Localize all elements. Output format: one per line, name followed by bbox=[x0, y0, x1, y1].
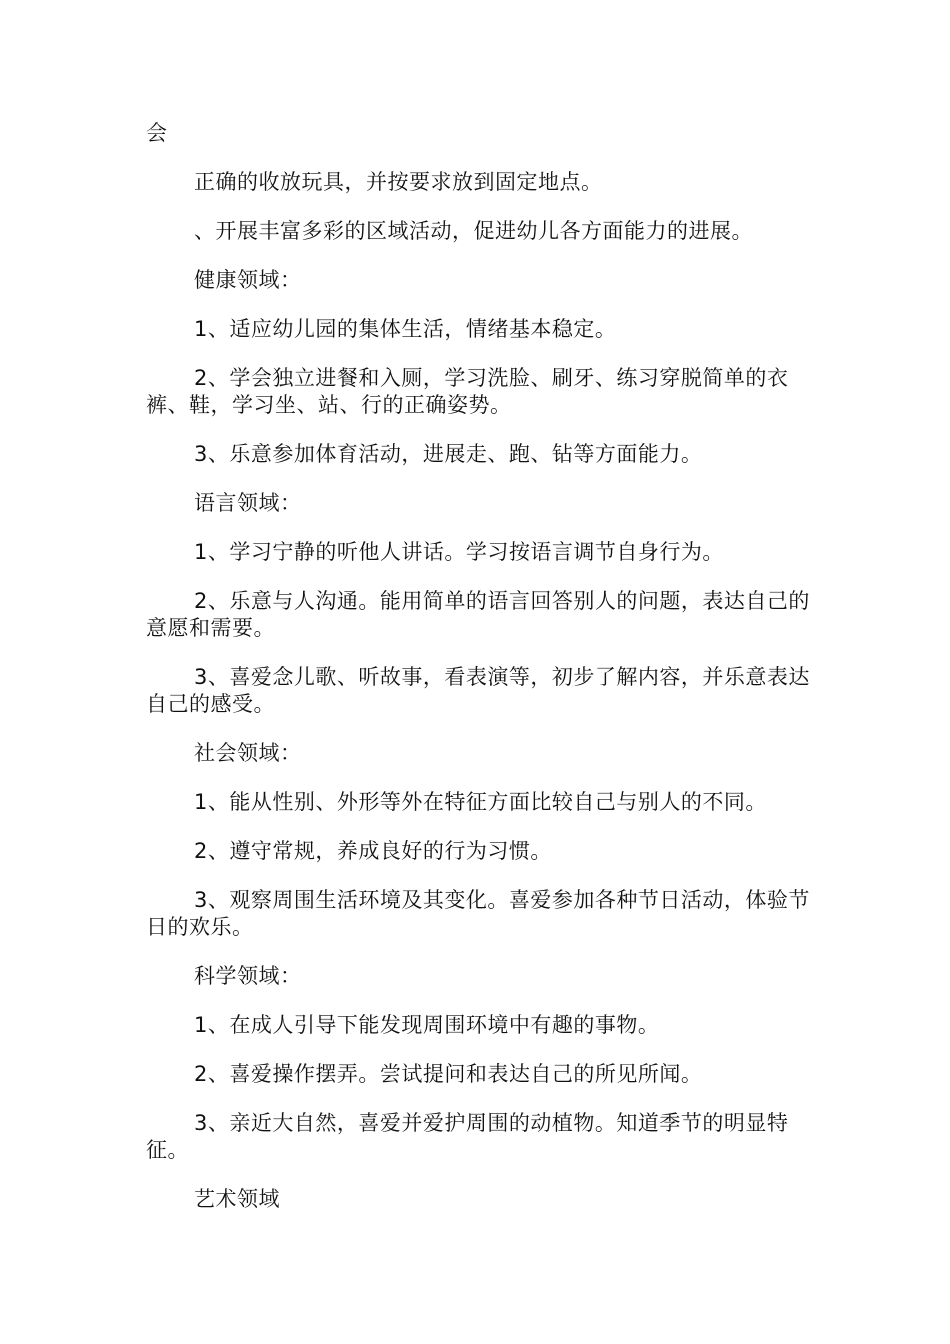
science-item-1: 1、在成人引导下能发现周围环境中有趣的事物。 bbox=[194, 1013, 660, 1037]
paragraph-toy-tidying: 正确的收放玩具，并按要求放到固定地点。 bbox=[194, 170, 603, 194]
language-item-1: 1、学习宁静的听他人讲话。学习按语言调节自身行为。 bbox=[194, 540, 724, 564]
social-item-1: 1、能从性别、外形等外在特征方面比较自己与别人的不同。 bbox=[194, 790, 767, 814]
heading-health-domain: 健康领域： bbox=[194, 268, 302, 292]
health-item-1: 1、适应幼儿园的集体生活，情绪基本稳定。 bbox=[194, 317, 617, 341]
paragraph-continuation: 会 bbox=[146, 121, 168, 145]
language-item-2: 2、乐意与人沟通。能用简单的语言回答别人的问题，表达自己的意愿和需要。 bbox=[146, 589, 810, 640]
heading-science-domain: 科学领域： bbox=[194, 964, 302, 988]
health-item-3: 3、乐意参加体育活动，进展走、跑、钻等方面能力。 bbox=[194, 442, 703, 466]
paragraph-area-activities: 、开展丰富多彩的区域活动，促进幼儿各方面能力的进展。 bbox=[194, 219, 753, 243]
social-item-2: 2、遵守常规，养成良好的行为习惯。 bbox=[194, 839, 552, 863]
health-item-2: 2、学会独立进餐和入厕，学习洗脸、刷牙、练习穿脱简单的衣裤、鞋，学习坐、站、行的正确姿势。 bbox=[146, 366, 789, 417]
document-body bbox=[146, 120, 810, 1235]
heading-language-domain: 语言领域： bbox=[194, 491, 302, 515]
heading-social-domain: 社会领域： bbox=[194, 741, 302, 765]
science-item-2: 2、喜爱操作摆弄。尝试提问和表达自己的所见所闻。 bbox=[194, 1062, 703, 1086]
social-item-3: 3、观察周围生活环境及其变化。喜爱参加各种节日活动，体验节日的欢乐。 bbox=[146, 888, 810, 939]
heading-art-domain: 艺术领域 bbox=[194, 1187, 280, 1211]
science-item-3: 3、亲近大自然，喜爱并爱护周围的动植物。知道季节的明显特征。 bbox=[146, 1111, 789, 1162]
language-item-3: 3、喜爱念儿歌、听故事，看表演等，初步了解内容，并乐意表达自己的感受。 bbox=[146, 665, 810, 716]
